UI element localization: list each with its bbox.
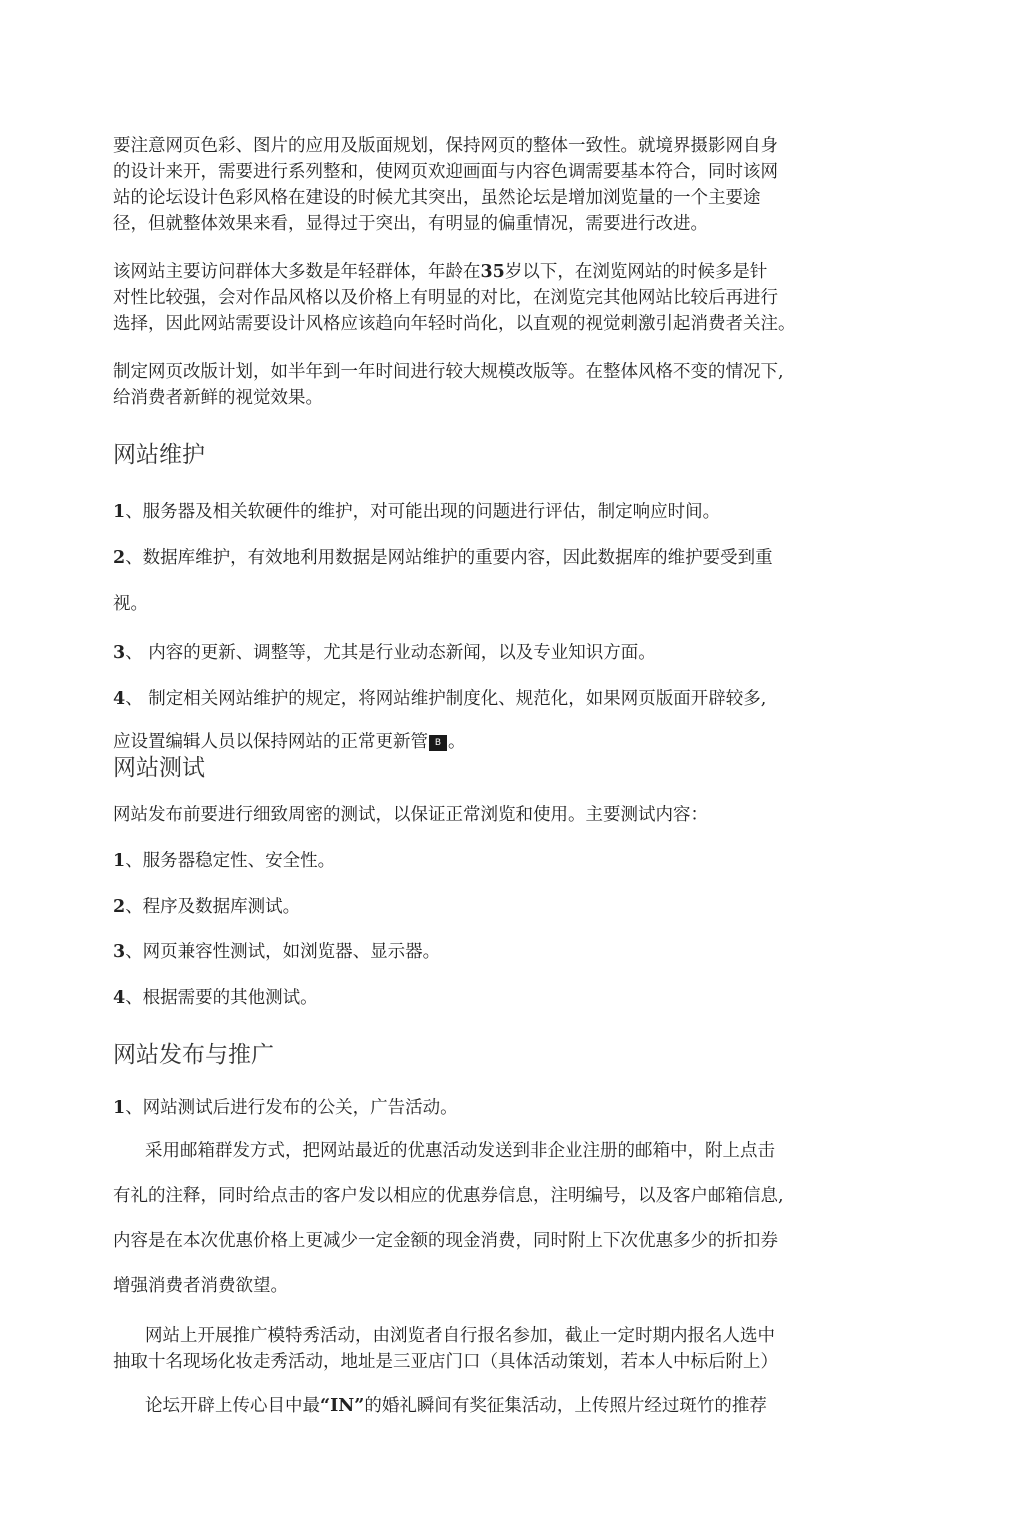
item-text: 、根据需要的其他测试。	[125, 988, 318, 1008]
body-text-line: 的设计来开，需要进行系列整和，使网页欢迎画面与内容色调需要基本符合，同时该网	[113, 162, 778, 182]
item-text: 。	[448, 732, 466, 752]
item-number: 4	[113, 988, 126, 1008]
list-item	[113, 545, 773, 571]
age-number: 35	[480, 262, 505, 282]
list-item-continuation: 视。	[113, 594, 148, 614]
item-number: 2	[113, 897, 126, 917]
body-text-line: 对性比较强，会对作品风格以及价格上有明显的对比，在浏览完其他网站比较后再进行	[113, 288, 778, 308]
body-text-line: 网站上开展推广模特秀活动，由浏览者自行报名参加，截止一定时期内报名人选中	[145, 1326, 775, 1346]
list-item	[113, 1095, 458, 1121]
body-text-line: 内容是在本次优惠价格上更减少一定金额的现金消费，同时附上下次优惠多少的折扣券	[113, 1231, 778, 1251]
item-text: 、服务器稳定性、安全性。	[125, 851, 336, 871]
item-text: 应设置编辑人员以保持网站的正常更新管	[113, 732, 428, 752]
page-marker-badge: B	[429, 735, 447, 751]
list-item	[113, 499, 720, 525]
body-text-line: 要注意网页色彩、图片的应用及版面规划，保持网页的整体一致性。就境界摄影网自身	[113, 136, 778, 156]
item-text: 、网站测试后进行发布的公关，广告活动。	[125, 1098, 458, 1118]
item-text: 、数据库维护，有效地利用数据是网站维护的重要内容，因此数据库的维护要受到重	[125, 548, 773, 568]
list-item	[113, 894, 300, 920]
text-segment: 论坛开辟上传心目中最	[145, 1396, 320, 1416]
body-text-line: 选择，因此网站需要设计风格应该趋向年轻时尚化，以直观的视觉刺激引起消费者关注。	[113, 314, 796, 334]
section-heading-testing: 网站测试	[113, 755, 205, 781]
body-text-line: 网站发布前要进行细致周密的测试，以保证正常浏览和使用。主要测试内容：	[113, 805, 708, 825]
item-text: 、服务器及相关软硬件的维护，对可能出现的问题进行评估，制定响应时间。	[125, 502, 721, 522]
item-number: 3	[113, 643, 126, 663]
item-text: 、 制定相关网站维护的规定，将网站维护制度化、规范化，如果网页版面开辟较多,	[125, 689, 767, 709]
list-item-continuation	[113, 729, 466, 755]
body-text-line	[145, 1393, 767, 1419]
item-number: 3	[113, 942, 126, 962]
list-item	[113, 985, 318, 1011]
body-text-line: 给消费者新鲜的视觉效果。	[113, 388, 323, 408]
list-item	[113, 939, 440, 965]
body-text-line: 站的论坛设计色彩风格在建设的时候尤其突出，虽然论坛是增加浏览量的一个主要途	[113, 188, 761, 208]
item-number: 4	[113, 689, 126, 709]
quoted-in: “IN”	[320, 1396, 365, 1416]
text-segment: 该网站主要访问群体大多数是年轻群体，年龄在	[113, 262, 481, 282]
body-text-line: 增强消费者消费欲望。	[113, 1276, 288, 1296]
body-text-line: 有礼的注释，同时给点击的客户发以相应的优惠券信息，注明编号，以及客户邮箱信息,	[113, 1186, 784, 1206]
list-item	[113, 848, 335, 874]
body-text-line: 抽取十名现场化妆走秀活动，地址是三亚店门口（具体活动策划，若本人中标后附上）	[113, 1352, 778, 1372]
item-text: 、 内容的更新、调整等，尤其是行业动态新闻，以及专业知识方面。	[125, 643, 656, 663]
item-text: 、网页兼容性测试，如浏览器、显示器。	[125, 942, 441, 962]
item-number: 2	[113, 548, 126, 568]
list-item	[113, 640, 656, 666]
body-text-line: 径，但就整体效果来看，显得过于突出，有明显的偏重情况，需要进行改进。	[113, 214, 708, 234]
body-text-line	[113, 259, 767, 285]
body-text-line: 制定网页改版计划，如半年到一年时间进行较大规模改版等。在整体风格不变的情况下,	[113, 362, 784, 382]
text-segment: 岁以下，在浏览网站的时候多是针	[504, 262, 768, 282]
section-heading-maintenance: 网站维护	[113, 442, 205, 468]
item-number: 1	[113, 851, 126, 871]
list-item	[113, 686, 766, 712]
text-segment: 的婚礼瞬间有奖征集活动，上传照片经过斑竹的推荐	[364, 1396, 767, 1416]
body-text-line: 采用邮箱群发方式，把网站最近的优惠活动发送到非企业注册的邮箱中，附上点击	[145, 1141, 775, 1161]
item-number: 1	[113, 502, 126, 522]
item-text: 、程序及数据库测试。	[125, 897, 301, 917]
section-heading-publish: 网站发布与推广	[113, 1042, 274, 1068]
item-number: 1	[113, 1098, 126, 1118]
